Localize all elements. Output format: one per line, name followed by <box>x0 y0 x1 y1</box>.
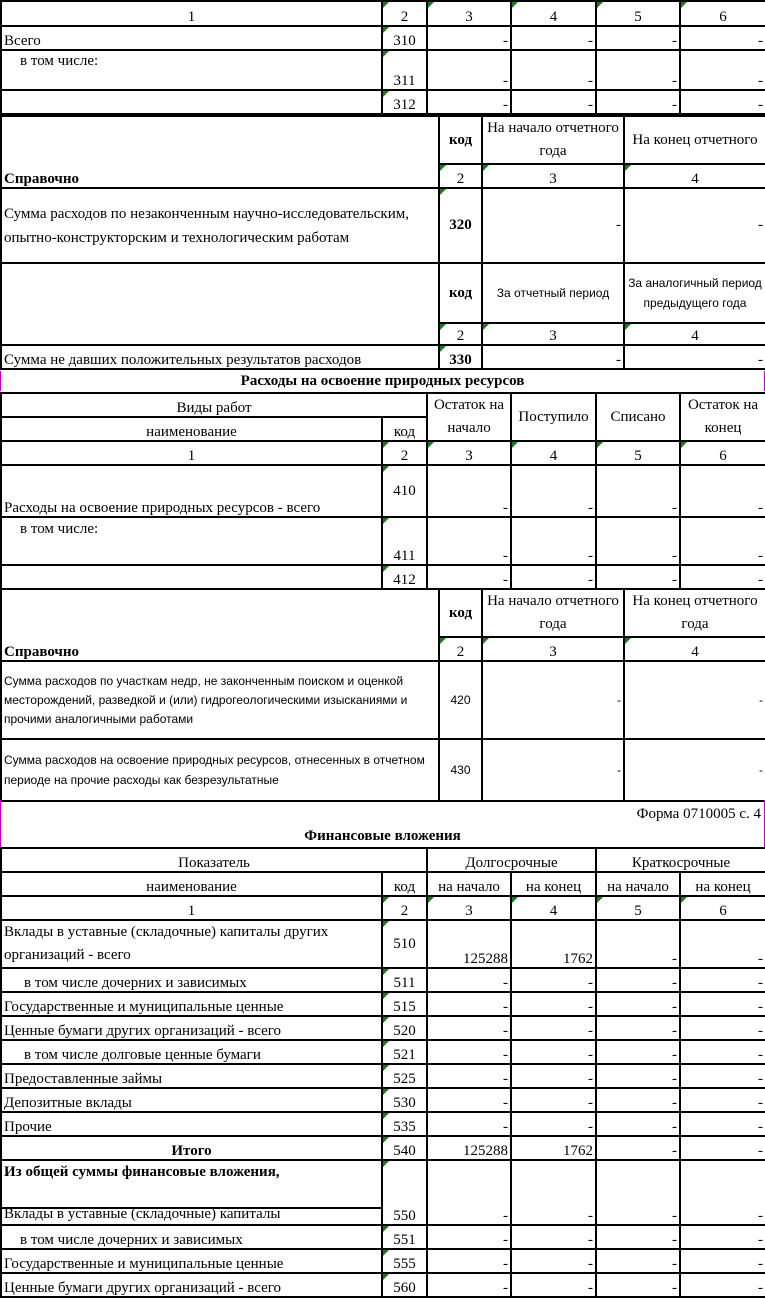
row-name: Вклады в уставные (складочные) капиталы других организаций - всего <box>1 920 382 968</box>
cell-value: - <box>511 1225 596 1249</box>
cell-value: - <box>427 968 511 992</box>
cell-value: - <box>596 1160 680 1225</box>
col-num: 5 <box>596 1 680 26</box>
cell-value: - <box>596 1064 680 1088</box>
cell-value: 125288 <box>427 1136 511 1160</box>
cell-value: - <box>680 1112 765 1136</box>
row-name: Ценные бумаги других организаций - всего <box>1 1273 382 1297</box>
cell-value: - <box>596 565 680 589</box>
balance-start-header: Остаток на начало <box>427 393 511 441</box>
row-code: 520 <box>382 1016 427 1040</box>
cell-value: - <box>596 1040 680 1064</box>
name-header: наименование <box>1 417 382 441</box>
row-name: Сумма не давших положительных результатов расходов <box>1 345 439 369</box>
col-num: 4 <box>624 323 765 345</box>
row-code: 330 <box>439 345 482 369</box>
name-header: наименование <box>1 872 382 896</box>
col-num: 6 <box>680 1 765 26</box>
col-num: 1 <box>1 441 382 465</box>
row-name: Вклады в уставные (складочные) капиталы <box>1 1206 382 1223</box>
start-of-year-header: На начало отчетного года <box>482 116 624 164</box>
cell-value: - <box>680 1088 765 1112</box>
row-code: 521 <box>382 1040 427 1064</box>
cell-value: - <box>680 1160 765 1225</box>
cell-value: - <box>511 565 596 589</box>
cell-value: - <box>680 50 765 90</box>
section-title-financial-investments: Финансовые вложения <box>304 828 461 844</box>
col-num: 1 <box>1 1 382 26</box>
row-code: 311 <box>382 50 427 90</box>
current-period-header: За отчетный период <box>482 263 624 323</box>
table-row <box>1 1225 765 1249</box>
row-name: Сумма расходов по участкам недр, не законченным поиском и оценкой месторождений, разведкой и (или) гидрогеологическими изысканиями и прочими аналогичными работами <box>1 661 439 739</box>
cell-value: - <box>680 1016 765 1040</box>
cell-value: - <box>482 188 624 263</box>
cell-value: - <box>511 465 596 517</box>
balance-end-header: Остаток на конец <box>680 393 765 441</box>
col-num: 2 <box>382 1 427 26</box>
col-num: 4 <box>511 441 596 465</box>
cell-value: - <box>596 1016 680 1040</box>
table-row <box>1 517 765 565</box>
end-of-year-header: На конец отчетного года <box>624 589 765 637</box>
cell-value: - <box>511 1064 596 1088</box>
table-row <box>1 1064 765 1088</box>
cell-value: - <box>427 517 511 565</box>
cell-value: - <box>680 26 765 50</box>
table-row <box>1 739 765 801</box>
table-row <box>1 465 765 517</box>
col-num: 2 <box>439 323 482 345</box>
kod-header: код <box>439 263 482 323</box>
kod-header: код <box>382 872 427 896</box>
start-of-year-header: На начало отчетного года <box>482 589 624 637</box>
column-numbers-row <box>1 896 765 920</box>
row-code: 312 <box>382 90 427 114</box>
row-name: Депозитные вклады <box>1 1088 382 1112</box>
reference-label: Справочно <box>1 589 439 661</box>
cell-value: - <box>596 50 680 90</box>
cell-value: - <box>482 739 624 801</box>
table-row <box>1 565 765 589</box>
row-name-empty <box>1 263 439 345</box>
table-row <box>1 345 765 369</box>
long-term-header: Долгосрочные <box>427 848 596 872</box>
row-code: 551 <box>382 1225 427 1249</box>
cell-value: - <box>596 1112 680 1136</box>
cell-value: - <box>596 26 680 50</box>
row-code: 430 <box>439 739 482 801</box>
col-num: 4 <box>624 637 765 661</box>
cell-value: - <box>680 920 765 968</box>
previous-period-header: За аналогичный период предыдущего года <box>624 263 765 323</box>
row-code: 420 <box>439 661 482 739</box>
cell-value: - <box>680 1249 765 1273</box>
col-num: 3 <box>427 1 511 26</box>
cell-value: - <box>427 50 511 90</box>
col-num: 4 <box>624 164 765 188</box>
col-num: 1 <box>1 896 382 920</box>
row-code: 310 <box>382 26 427 50</box>
end-of-period-header: На конец отчетного <box>624 116 765 164</box>
cell-value: - <box>427 992 511 1016</box>
cell-value: - <box>596 1249 680 1273</box>
cell-value: - <box>596 1088 680 1112</box>
table-row <box>1 661 765 739</box>
cell-value: - <box>511 1040 596 1064</box>
cell-value: - <box>596 1225 680 1249</box>
cell-value: - <box>482 661 624 739</box>
cell-value: - <box>511 50 596 90</box>
row-code: 412 <box>382 565 427 589</box>
row-code: 510 <box>382 920 427 968</box>
row-name <box>1 90 382 114</box>
row-name: Расходы на освоение природных ресурсов - всего <box>1 465 382 517</box>
row-code: 515 <box>382 992 427 1016</box>
cell-value: - <box>596 1136 680 1160</box>
table-row <box>1 1249 765 1273</box>
cell-value: - <box>596 90 680 114</box>
row-name: Ценные бумаги других организаций - всего <box>1 1016 382 1040</box>
cell-value: - <box>680 1273 765 1297</box>
row-code: 555 <box>382 1249 427 1273</box>
row-name <box>1 565 382 589</box>
table-financial-investments <box>0 847 765 1298</box>
col-num: 4 <box>511 896 596 920</box>
col-num: 3 <box>482 323 624 345</box>
cell-value: - <box>511 517 596 565</box>
row-name: Сумма расходов по незаконченным научно-исследовательским, опытно-конструкторским и технологическим работам <box>1 188 439 263</box>
cell-value: - <box>680 90 765 114</box>
col-num: 3 <box>482 164 624 188</box>
col-num: 4 <box>511 1 596 26</box>
table-reference-resources <box>0 588 765 802</box>
row-name: Из общей суммы финансовые вложения, <box>1 1160 382 1208</box>
cell-value: - <box>427 90 511 114</box>
cell-value: - <box>680 1040 765 1064</box>
col-num: 6 <box>680 441 765 465</box>
cell-value: 125288 <box>427 920 511 968</box>
col-num: 2 <box>382 896 427 920</box>
cell-value: - <box>427 465 511 517</box>
long-end-header: на конец <box>511 872 596 896</box>
row-code: 411 <box>382 517 427 565</box>
received-header: Поступило <box>511 393 596 441</box>
table-row <box>1 920 765 968</box>
cell-value: 1762 <box>511 920 596 968</box>
cell-value: - <box>511 1088 596 1112</box>
table-research-summary <box>0 0 765 115</box>
table-row <box>1 1273 765 1297</box>
cell-value: - <box>427 1160 511 1225</box>
cell-value: - <box>427 26 511 50</box>
row-name: Предоставленные займы <box>1 1064 382 1088</box>
cell-value: - <box>680 968 765 992</box>
cell-value: - <box>511 26 596 50</box>
row-code: 535 <box>382 1112 427 1136</box>
kod-header: код <box>439 116 482 164</box>
row-name: Прочие <box>1 1112 382 1136</box>
col-num: 3 <box>482 637 624 661</box>
cell-value: - <box>511 1160 596 1225</box>
cell-value: - <box>511 1016 596 1040</box>
reference-label: Справочно <box>1 116 439 188</box>
cell-value: - <box>624 345 765 369</box>
cell-value: - <box>596 1273 680 1297</box>
table-row <box>1 1016 765 1040</box>
row-name: в том числе дочерних и зависимых <box>1 1225 382 1249</box>
cell-value: - <box>511 1249 596 1273</box>
table-row <box>1 968 765 992</box>
col-num: 2 <box>439 164 482 188</box>
work-types-header: Виды работ <box>1 393 427 417</box>
cell-value: - <box>596 465 680 517</box>
table-row-total <box>1 1136 765 1160</box>
row-name: Государственные и муниципальные ценные <box>1 992 382 1016</box>
short-end-header: на конец <box>680 872 765 896</box>
col-num: 5 <box>596 441 680 465</box>
row-code: 511 <box>382 968 427 992</box>
cell-value: - <box>596 920 680 968</box>
col-num: 3 <box>427 441 511 465</box>
row-code: 540 <box>382 1136 427 1160</box>
cell-value: - <box>680 1064 765 1088</box>
cell-value: - <box>680 565 765 589</box>
cell-value: - <box>427 1112 511 1136</box>
cell-value: - <box>427 1016 511 1040</box>
row-name: Итого <box>1 1136 382 1160</box>
cell-value: - <box>511 90 596 114</box>
cell-value: - <box>511 992 596 1016</box>
cell-value: - <box>427 1249 511 1273</box>
cell-value: - <box>596 992 680 1016</box>
cell-value: - <box>624 661 765 739</box>
table-row <box>1 1160 765 1208</box>
col-num: 5 <box>596 896 680 920</box>
table-row <box>1 26 765 50</box>
table-row <box>1 50 765 90</box>
cell-value: - <box>427 1273 511 1297</box>
col-num: 3 <box>427 896 511 920</box>
cell-value: - <box>482 345 624 369</box>
row-name: Сумма расходов на освоение природных ресурсов, отнесенных в отчетном периоде на прочие расходы как безрезультатные <box>1 739 439 801</box>
cell-value: - <box>596 968 680 992</box>
form-number: Форма 0710005 с. 4 <box>636 806 761 822</box>
col-num: 2 <box>382 441 427 465</box>
written-off-header: Списано <box>596 393 680 441</box>
cell-value: - <box>680 1136 765 1160</box>
row-code: 550 <box>382 1160 427 1225</box>
cell-value: - <box>511 1273 596 1297</box>
cell-value: - <box>596 517 680 565</box>
cell-value: - <box>624 739 765 801</box>
short-start-header: на начало <box>596 872 680 896</box>
cell-value: - <box>624 188 765 263</box>
section-title-natural-resources: Расходы на освоение природных ресурсов <box>0 371 765 391</box>
row-name: в том числе: <box>1 517 382 565</box>
row-code: 560 <box>382 1273 427 1297</box>
table-natural-resources <box>0 392 765 590</box>
cell-value: - <box>427 1040 511 1064</box>
cell-value: - <box>511 1112 596 1136</box>
kod-header: код <box>439 589 482 637</box>
row-code: 530 <box>382 1088 427 1112</box>
table-row <box>1 1040 765 1064</box>
table-row <box>1 1088 765 1112</box>
row-code: 410 <box>382 465 427 517</box>
cell-value: - <box>427 1088 511 1112</box>
row-name: в том числе: <box>1 50 382 90</box>
row-name: в том числе долговые ценные бумаги <box>1 1040 382 1064</box>
row-code: 525 <box>382 1064 427 1088</box>
table-reference-research <box>0 115 765 370</box>
cell-value: - <box>680 465 765 517</box>
row-name: Всего <box>1 26 382 50</box>
row-code: 320 <box>439 188 482 263</box>
column-numbers-row <box>1 1 765 26</box>
row-name: в том числе дочерних и зависимых <box>1 968 382 992</box>
cell-value: 1762 <box>511 1136 596 1160</box>
table-row <box>1 188 765 263</box>
row-name: Государственные и муниципальные ценные <box>1 1249 382 1273</box>
kod-header: код <box>382 417 427 441</box>
cell-value: - <box>680 517 765 565</box>
long-start-header: на начало <box>427 872 511 896</box>
cell-value: - <box>427 565 511 589</box>
table-row <box>1 1112 765 1136</box>
cell-value: - <box>680 992 765 1016</box>
col-num: 2 <box>439 637 482 661</box>
cell-value: - <box>427 1225 511 1249</box>
table-row <box>1 992 765 1016</box>
col-num: 6 <box>680 896 765 920</box>
cell-value: - <box>680 1225 765 1249</box>
column-numbers-row <box>1 441 765 465</box>
indicator-header: Показатель <box>1 848 427 872</box>
cell-value: - <box>427 1064 511 1088</box>
cell-value: - <box>511 968 596 992</box>
table-row <box>1 90 765 114</box>
short-term-header: Краткосрочные <box>596 848 765 872</box>
